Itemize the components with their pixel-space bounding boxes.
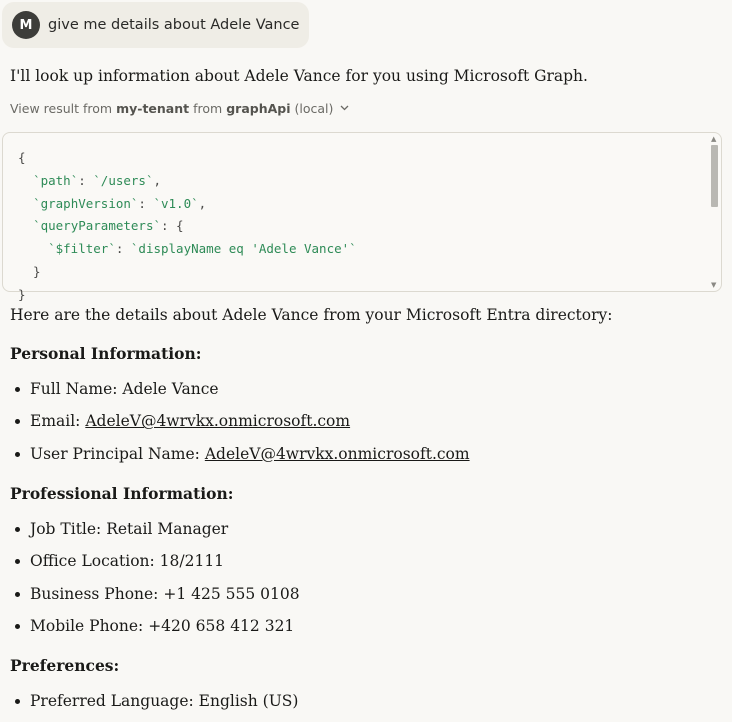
result-prefix: View result from [10, 101, 113, 116]
assistant-summary: Here are the details about Adele Vance from your Microsoft Entra directory: [10, 306, 613, 324]
user-message-bubble [2, 2, 309, 48]
preferences-list [10, 690, 298, 722]
upn-link[interactable]: AdeleV@4wrvkx.onmicrosoft.com [204, 444, 470, 463]
view-result-toggle[interactable] [10, 101, 349, 116]
code-line: `path`: `/users`, [33, 172, 162, 188]
list-item: Mobile Phone: +420 658 412 321 [10, 615, 300, 647]
user-message-text: give me details about Adele Vance [48, 17, 300, 33]
list-item: Job Title: Retail Manager [10, 518, 300, 550]
code-line: } [18, 263, 41, 279]
list-item: Full Name: Adele Vance [10, 378, 470, 410]
code-block [18, 147, 357, 307]
code-line: { [18, 150, 26, 165]
result-suffix: (local) [294, 101, 334, 116]
scrollbar[interactable] [709, 133, 721, 291]
personal-info-list [10, 378, 470, 475]
list-item: Office Location: 18/2111 [10, 550, 300, 582]
result-from: from [193, 101, 223, 116]
section-heading-preferences: Preferences: [10, 656, 120, 675]
code-line: `$filter`: `displayName eq 'Adele Vance'` [48, 241, 357, 257]
code-line: `graphVersion`: `v1.0`, [33, 195, 207, 211]
email-link[interactable]: AdeleV@4wrvkx.onmicrosoft.com [85, 412, 351, 431]
list-item: Preferred Language: English (US) [10, 690, 298, 722]
code-line: } [18, 286, 26, 302]
chevron-down-icon[interactable] [340, 103, 349, 114]
list-item: Business Phone: +1 425 555 0108 [10, 583, 300, 615]
list-item: User Principal Name: AdeleV@4wrvkx.onmicrosoft.com [10, 443, 470, 475]
section-heading-personal: Personal Information: [10, 344, 202, 363]
user-avatar: M [12, 11, 40, 39]
code-result-box[interactable] [2, 132, 722, 302]
list-item: Email: AdeleV@4wrvkx.onmicrosoft.com [10, 410, 470, 442]
scroll-down-arrow-icon[interactable]: ▼ [711, 281, 717, 289]
result-tenant: my-tenant [116, 101, 190, 116]
scroll-up-arrow-icon[interactable]: ▲ [711, 135, 717, 143]
result-server: graphApi [226, 101, 291, 116]
scrollbar-thumb[interactable] [711, 145, 718, 207]
professional-info-list [10, 518, 300, 647]
assistant-intro: I'll look up information about Adele Vance for you using Microsoft Graph. [10, 67, 588, 85]
section-heading-professional: Professional Information: [10, 484, 234, 503]
code-line: `queryParameters`: { [33, 218, 184, 234]
